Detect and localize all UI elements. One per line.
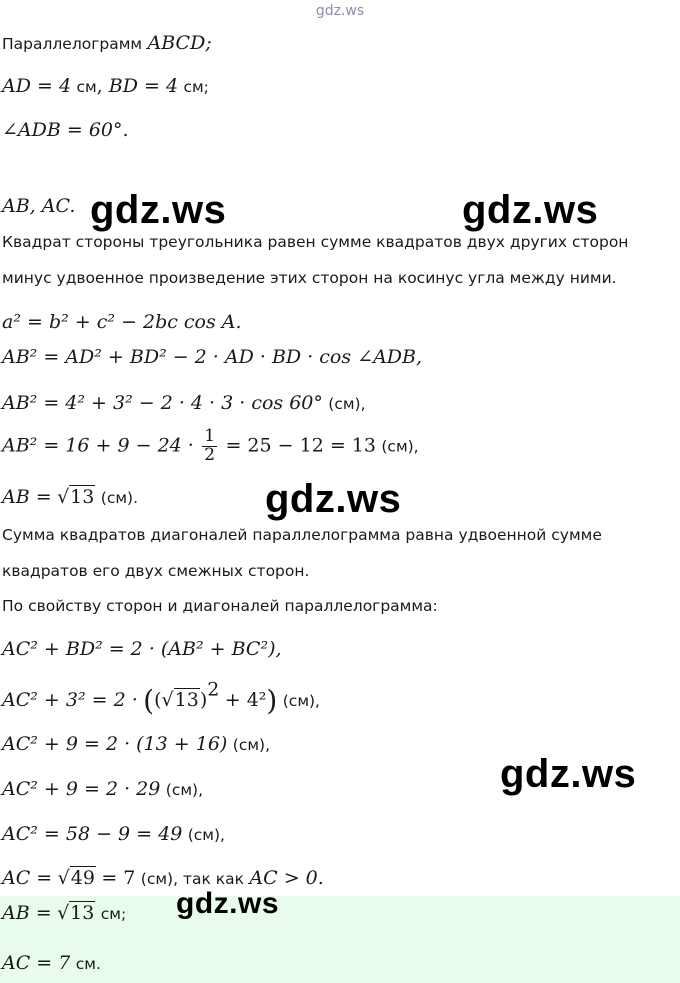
radicand: 13 bbox=[174, 689, 199, 711]
step4-left: AC = bbox=[2, 867, 53, 889]
cosine-substituted bbox=[2, 392, 366, 414]
watermark: gdz.ws bbox=[265, 477, 402, 521]
watermark: gdz.ws bbox=[90, 188, 227, 232]
fraction-numerator: 1 bbox=[204, 426, 216, 446]
step4-right: = 7 bbox=[101, 867, 136, 889]
given-bd: BD = 4 bbox=[108, 75, 179, 97]
theorem1-line2: минус удвоенное произведение этих сторон на косинус угла между ними. bbox=[2, 269, 617, 287]
step4-condition: AC > 0. bbox=[249, 867, 324, 889]
theorem2-line1: Сумма квадратов диагоналей параллелограмма равна удвоенной сумме bbox=[2, 526, 602, 544]
ac-step1 bbox=[2, 733, 270, 755]
answer-ac-left: AC = 7 bbox=[2, 952, 71, 974]
figure-label: Параллелограмм bbox=[2, 35, 143, 53]
step3-formula: AC² = 58 − 9 = 49 bbox=[2, 823, 183, 845]
ac-step2 bbox=[2, 778, 203, 800]
theorem2-line3: По свойству сторон и диагоналей параллелограмма: bbox=[2, 597, 438, 615]
fraction-one-half bbox=[202, 428, 217, 465]
unit: см bbox=[76, 78, 97, 96]
inner-paren-open: ( bbox=[154, 689, 162, 711]
parallelogram-property bbox=[2, 638, 282, 660]
computed-left: AB² = 16 + 9 − 24 · bbox=[2, 434, 194, 457]
sqrt-13: √13 bbox=[161, 689, 199, 711]
cosine-computed bbox=[2, 428, 419, 465]
cosine-law-formula: a² = b² + c² − 2bc cos A. bbox=[2, 311, 242, 333]
theorem2-line2: квадратов его двух смежных сторон. bbox=[2, 562, 310, 580]
header-watermark: gdz.ws bbox=[315, 3, 365, 19]
cosine-applied-formula: AB² = AD² + BD² − 2 · AD · BD · cos ∠ADB, bbox=[2, 346, 423, 368]
given-figure bbox=[2, 32, 212, 54]
answer-ac bbox=[2, 952, 101, 974]
step1-formula: AC² + 9 = 2 · (13 + 16) bbox=[2, 733, 228, 755]
computed-right: = 25 − 12 = 13 bbox=[225, 434, 376, 457]
unit: см; bbox=[183, 78, 209, 96]
sqrt-49: √49 bbox=[57, 867, 95, 889]
exponent: 2 bbox=[207, 678, 220, 701]
given-angle bbox=[2, 119, 129, 141]
inner-paren-close: ) bbox=[199, 689, 208, 711]
sqrt-13: √13 bbox=[57, 902, 95, 924]
watermark: gdz.ws bbox=[500, 752, 637, 796]
unit: (см), bbox=[165, 781, 204, 799]
given-ad: AD = 4 bbox=[2, 75, 72, 97]
watermark: gdz.ws bbox=[462, 188, 599, 232]
step4-text: (см), так как bbox=[140, 870, 244, 888]
paren-open: ( bbox=[143, 684, 155, 717]
unit: (см), bbox=[282, 692, 320, 710]
ab-result-left: AB = bbox=[2, 486, 52, 508]
theorem1-line1: Квадрат стороны треугольника равен сумме квадратов двух других сторон bbox=[2, 233, 629, 251]
step2-formula: AC² + 9 = 2 · 29 bbox=[2, 778, 161, 800]
paren-close: ) bbox=[266, 684, 278, 717]
ac-sub-right: + 4² bbox=[224, 689, 267, 711]
find-line bbox=[2, 195, 75, 217]
unit: (см), bbox=[328, 395, 366, 413]
radicand: 13 bbox=[70, 902, 95, 924]
watermark: gdz.ws bbox=[176, 887, 280, 920]
unit: (см). bbox=[100, 489, 139, 507]
ac-substituted bbox=[2, 678, 320, 717]
radicand: 49 bbox=[70, 867, 95, 889]
ac-step4 bbox=[2, 867, 324, 889]
find-values: AB, AC. bbox=[2, 195, 76, 217]
ac-step3 bbox=[2, 823, 225, 845]
fraction-denominator: 2 bbox=[204, 444, 216, 465]
cosine-law bbox=[2, 311, 242, 333]
sqrt-13: √13 bbox=[57, 486, 95, 508]
substituted-formula: AB² = 4² + 3² − 2 · 4 · 3 · cos 60° bbox=[2, 392, 323, 414]
unit: (см), bbox=[232, 736, 271, 754]
ab-result bbox=[2, 486, 138, 508]
property-formula: AC² + BD² = 2 · (AB² + BC²), bbox=[2, 638, 282, 660]
answer-ab-left: AB = bbox=[2, 902, 52, 924]
radicand: 13 bbox=[70, 486, 95, 508]
answer-ab bbox=[2, 902, 126, 924]
angle-adb: ∠ADB = 60°. bbox=[2, 119, 129, 141]
unit: (см), bbox=[187, 826, 225, 844]
cosine-applied bbox=[2, 346, 422, 368]
answer-block bbox=[0, 896, 680, 983]
unit: см. bbox=[75, 955, 101, 973]
unit: (см), bbox=[381, 437, 419, 456]
unit: см; bbox=[100, 905, 127, 923]
ac-sub-left: AC² + 3² = 2 · bbox=[2, 689, 138, 711]
given-sides: AD = 4 см, BD = 4 см; bbox=[2, 75, 209, 97]
figure-name: ABCD; bbox=[147, 32, 212, 54]
